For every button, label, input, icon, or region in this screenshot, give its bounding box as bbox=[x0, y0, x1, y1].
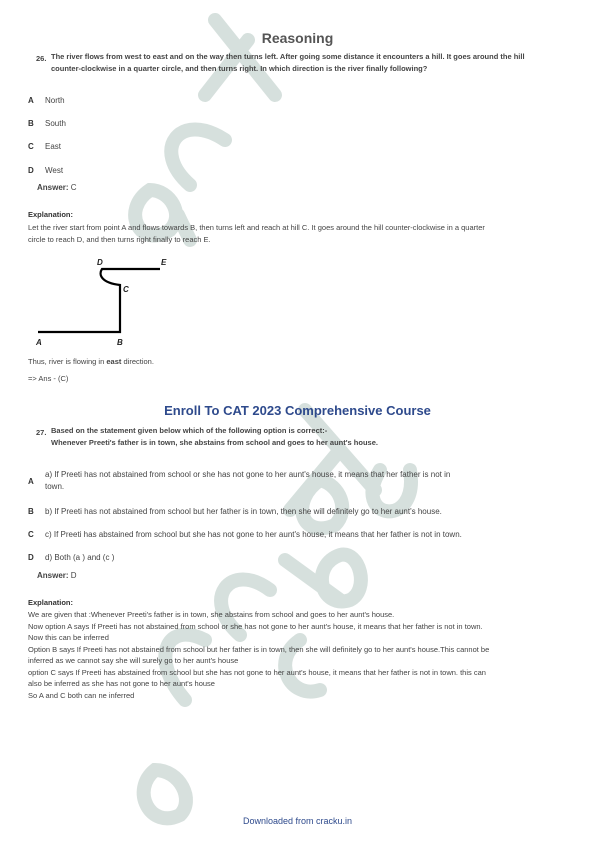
question-number: 27. bbox=[36, 428, 47, 437]
option-letter-d: D bbox=[28, 553, 34, 562]
option-letter-b: B bbox=[28, 119, 34, 128]
answer-line bbox=[37, 183, 77, 192]
answer-value: C bbox=[70, 183, 77, 192]
explanation-line: Now option A says If Preeti has not abstained from school or she has not gone to her aunt's house, it means that her father is not in town. bbox=[28, 621, 483, 631]
answer-label: Answer: bbox=[37, 571, 69, 580]
explanation-line: circle to reach D, and then turns right finally to reach E. bbox=[28, 234, 211, 244]
conclusion-suffix: direction. bbox=[123, 357, 154, 366]
explanation-line: We are given that :Whenever Preeti's father is in town, she abstains from school and goes to her aunt's house. bbox=[28, 610, 395, 619]
label-c: C bbox=[123, 285, 129, 294]
label-a: A bbox=[36, 338, 42, 347]
label-e: E bbox=[161, 258, 167, 267]
option-b[interactable]: b) If Preeti has not abstained from school but her father is in town, then she will definitely go to her aunt's house. bbox=[45, 507, 442, 516]
conclusion-line bbox=[28, 356, 154, 368]
question-number: 26. bbox=[36, 54, 47, 63]
explanation-text bbox=[28, 222, 568, 245]
explanation-line: So A and C both can ne inferred bbox=[28, 690, 135, 700]
question-text bbox=[51, 51, 571, 75]
option-a[interactable]: North bbox=[45, 96, 65, 105]
option-c[interactable]: East bbox=[45, 142, 62, 151]
option-c[interactable]: c) If Preeti has abstained from school but she has not gone to her aunt's house, it means that her father is not in town. bbox=[45, 530, 462, 539]
explanation-line: inferred as we cannot say she will surely go to her aunt's house bbox=[28, 656, 239, 665]
explanation-line: Let the river start from point A and flows towards B, then turns left and reach at hill C. It goes around the hill counter-clockwise in a quarter bbox=[28, 223, 485, 232]
label-b: B bbox=[117, 338, 123, 347]
option-letter-a: A bbox=[28, 96, 34, 105]
option-letter-c: C bbox=[28, 142, 34, 151]
option-letter-b: B bbox=[28, 507, 34, 516]
option-b[interactable]: South bbox=[45, 119, 66, 128]
answer-line bbox=[37, 571, 77, 580]
river-path-diagram bbox=[30, 255, 190, 350]
question-text bbox=[51, 425, 571, 449]
explanation-line: option C says If Preeti has abstained from school but she has not gone to her aunt's house, it means that her father is not in town. this can bbox=[28, 667, 486, 677]
question-text-line: Whenever Preeti's father is in town, she abstains from school and goes to her aunt's house. bbox=[51, 438, 378, 447]
option-a[interactable] bbox=[45, 469, 565, 493]
label-d: D bbox=[97, 258, 103, 267]
enroll-course-link[interactable]: Enroll To CAT 2023 Comprehensive Course bbox=[164, 403, 431, 418]
option-letter-d: D bbox=[28, 166, 34, 175]
conclusion-direction: east bbox=[106, 357, 122, 366]
option-d[interactable]: West bbox=[45, 166, 64, 175]
question-text-line: The river flows from west to east and on the way then turns left. After going some distance it encounters a hill. It goes around the hill bbox=[51, 52, 525, 61]
explanation-title: Explanation: bbox=[28, 210, 74, 219]
answer-label: Answer: bbox=[37, 183, 69, 192]
question-text-line: Based on the statement given below which of the following option is correct:- bbox=[51, 426, 328, 435]
option-d[interactable]: d) Both (a ) and (c ) bbox=[45, 553, 115, 562]
explanation-title: Explanation: bbox=[28, 598, 74, 607]
footer-download-link[interactable]: Downloaded from cracku.in bbox=[242, 816, 353, 826]
explanation-text bbox=[28, 609, 573, 701]
option-letter-a: A bbox=[28, 477, 34, 486]
explanation-line: also be inferred as she has not gone to her aunt's house bbox=[28, 679, 215, 688]
option-letter-c: C bbox=[28, 530, 34, 539]
option-text-line: a) If Preeti has not abstained from school or she has not gone to her aunt's house, it means that her father is not in bbox=[45, 470, 451, 479]
question-text-line: counter-clockwise in a quarter circle, and then turns right. In which direction is the river finally following? bbox=[51, 64, 428, 73]
option-text-line: town. bbox=[45, 482, 65, 491]
answer-value: D bbox=[70, 571, 77, 580]
explanation-line: Option B says If Preeti has not abstained from school but her father is in town, then she will definitely go to her aunt's house.This cannot be bbox=[28, 644, 490, 654]
conclusion-prefix: Thus, river is flowing in bbox=[28, 357, 105, 366]
explanation-line: Now this can be inferred bbox=[28, 633, 109, 642]
section-title-reasoning: Reasoning bbox=[261, 30, 334, 46]
river-path bbox=[38, 269, 160, 332]
final-answer: => Ans - (C) bbox=[28, 374, 69, 383]
